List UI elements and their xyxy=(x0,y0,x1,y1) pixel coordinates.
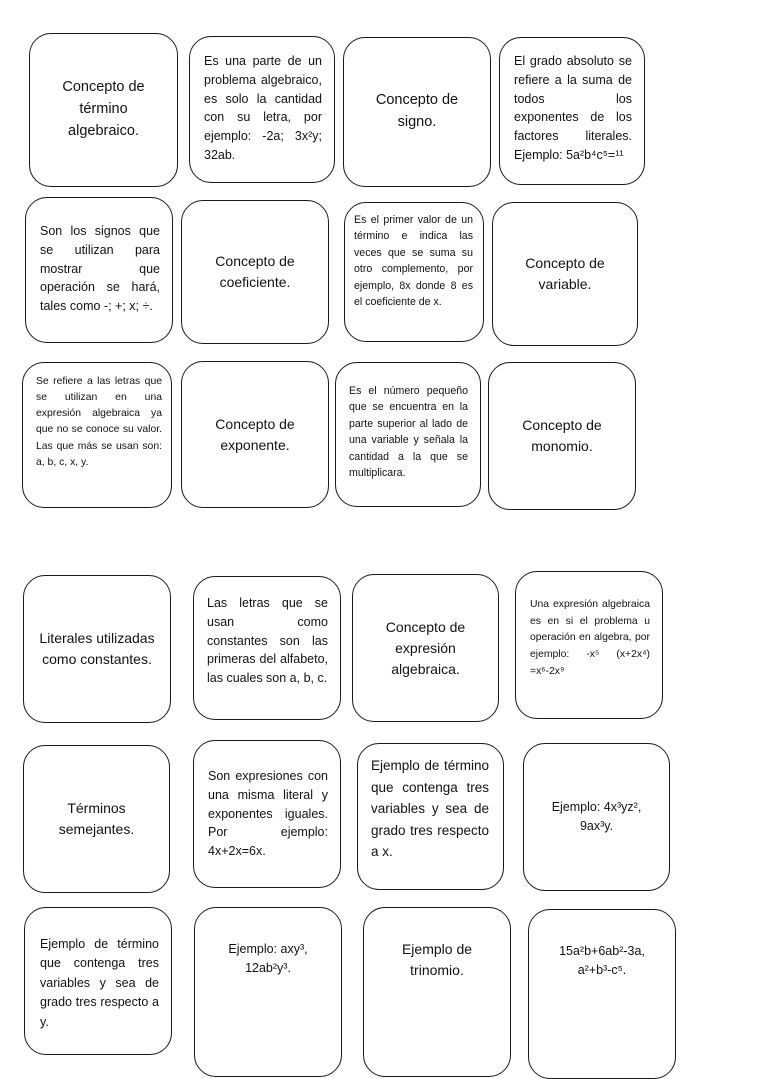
card-literales-constantes xyxy=(23,575,171,723)
card-text: Ejemplo: axy³, 12ab²y³. xyxy=(228,942,308,975)
card-text: Son los signos que se utilizan para mostrar que operación se hará, tales como -; +; x; ÷. xyxy=(40,224,160,313)
card-def-coeficiente xyxy=(344,202,484,342)
card-def-expresion-algebraica xyxy=(515,571,663,719)
card-text: Es el primer valor de un término e indica las veces que se suma su otro complemento, por ejemplo, 8x donde 8 es el coeficiente de x. xyxy=(354,214,473,309)
card-text: 15a²b+6ab²-3a, a²+b³-c⁵. xyxy=(559,944,645,977)
card-text: Concepto de variable. xyxy=(525,255,605,292)
card-def-exponente xyxy=(335,362,481,507)
card-concepto-signo xyxy=(343,37,491,187)
card-text: Es una parte de un problema algebraico, es solo la cantidad con su letra, por ejemplo: -2a; 3x²y; 32ab. xyxy=(204,54,322,162)
card-def-terminos-semejantes xyxy=(193,740,341,888)
card-terminos-semejantes xyxy=(23,745,170,893)
card-def-literales-constantes xyxy=(193,576,341,720)
card-text: Son expresiones con una misma literal y exponentes iguales. Por ejemplo: 4x+2x=6x. xyxy=(208,769,328,858)
card-text: Se refiere a las letras que se utilizan en una expresión algebraica ya que no se conoce su valor. Las que más se usan son: a, b, c, x, y. xyxy=(36,376,162,468)
card-grado-absoluto xyxy=(499,37,645,185)
card-text: Ejemplo de término que contenga tres variables y sea de grado tres respecto a y. xyxy=(40,937,159,1029)
card-text: Concepto de coeficiente. xyxy=(215,253,295,290)
card-trinomio-ejemplos xyxy=(528,909,676,1079)
card-text: El grado absoluto se refiere a la suma de todos los exponentes de los factores literales. Ejemplo: 5a²b⁴c⁵=¹¹ xyxy=(514,54,632,162)
card-def-signo xyxy=(25,197,173,343)
card-text: Las letras que se usan como constantes son las primeras del alfabeto, las cuales son a, b, c. xyxy=(207,596,328,685)
card-concepto-expresion-algebraica xyxy=(352,574,499,722)
card-termino-tres-variables-x xyxy=(357,743,504,890)
card-ejemplo-x xyxy=(523,743,670,891)
card-text: Es el número pequeño que se encuentra en la parte superior al lado de una variable y señala la cantidad a la que se multiplicara. xyxy=(349,385,468,480)
card-text: Concepto de expresión algebraica. xyxy=(385,618,466,677)
card-text: Una expresión algebraica es en si el problema u operación en algebra, por ejemplo: -x⁵ (x+2x⁴) =x⁶-2x⁹ xyxy=(530,599,650,677)
card-concepto-coeficiente xyxy=(181,200,329,344)
card-text: Ejemplo: 4x³yz², 9ax³y. xyxy=(551,800,642,833)
card-text: Literales utilizadas como constantes. xyxy=(39,630,155,667)
card-text: Ejemplo de trinomio. xyxy=(401,941,473,978)
card-text: Concepto de monomio. xyxy=(522,417,602,454)
card-termino-tres-variables-y xyxy=(24,907,172,1055)
card-concepto-exponente xyxy=(181,361,329,508)
card-def-variable xyxy=(22,362,172,508)
card-text: Concepto de término algebraico. xyxy=(62,79,145,139)
card-ejemplo-y xyxy=(194,907,342,1077)
card-text: Ejemplo de término que contenga tres variables y sea de grado tres respecto a x. xyxy=(371,758,489,860)
card-def-termino-algebraico xyxy=(189,36,335,183)
card-concepto-termino-algebraico xyxy=(29,33,178,187)
card-text: Términos semejantes. xyxy=(58,800,135,837)
card-ejemplo-trinomio xyxy=(363,907,511,1077)
card-concepto-monomio xyxy=(488,362,636,510)
card-text: Concepto de exponente. xyxy=(215,415,295,453)
card-concepto-variable xyxy=(492,202,638,346)
card-text: Concepto de signo. xyxy=(375,92,459,130)
